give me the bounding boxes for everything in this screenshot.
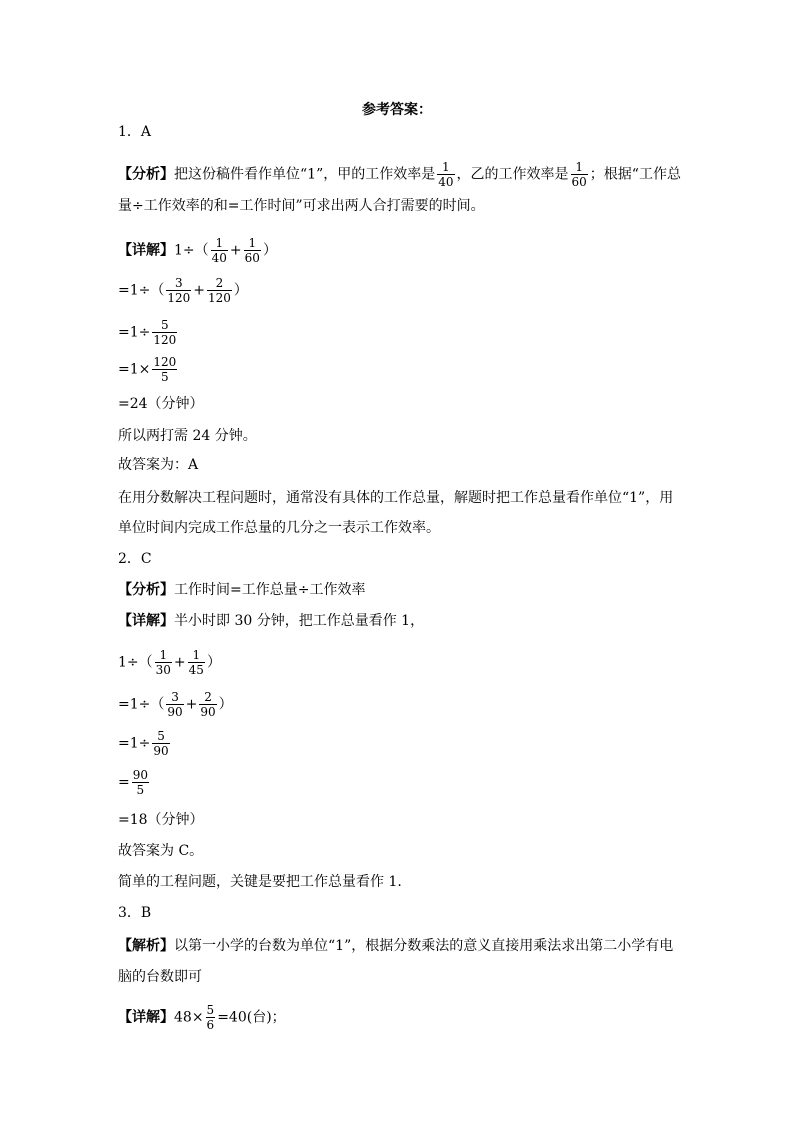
q2-detail-step5: =18（分钟） <box>118 812 204 828</box>
fraction: $\frac{1}{60}$ <box>571 160 587 189</box>
q2-analysis: 【分析】工作时间=工作总量÷工作效率 <box>118 582 366 598</box>
analysis-text: ，乙的工作效率是 <box>456 166 569 183</box>
q1-detail-step5: =24（分钟） <box>118 396 204 412</box>
analysis-tag: 【分析】 <box>118 582 174 598</box>
q2-detail-step2: =1÷（ $\frac{3}{90}$ + $\frac{2}{90}$ ） <box>118 690 233 719</box>
analysis-tag: 【解析】 <box>118 938 174 954</box>
detail-tag: 【详解】 <box>118 1009 174 1026</box>
fraction: $\frac{1}{45}$ <box>188 648 204 677</box>
fraction: $\frac{2}{120}$ <box>208 276 231 305</box>
q1-conclusion: 所以两打需 24 分钟。 <box>118 428 257 444</box>
fraction: $\frac{90}{5}$ <box>132 768 149 797</box>
q1-analysis <box>118 160 681 189</box>
fraction: $\frac{3}{90}$ <box>167 690 183 719</box>
fraction: $\frac{5}{90}$ <box>153 729 169 758</box>
q3-analysis-line2: 脑的台数即可 <box>118 969 202 985</box>
q2-number: 2．C <box>118 551 152 567</box>
fraction: $\frac{120}{5}$ <box>153 355 177 384</box>
q3-analysis: 【解析】以第一小学的台数为单位“1”，根据分数乘法的意义直接用乘法求出第二小学有电 <box>118 938 674 954</box>
page-title: 参考答案： <box>362 102 432 118</box>
fraction: $\frac{1}{40}$ <box>438 160 454 189</box>
q2-detail: 【详解】半小时即 30 分钟，把工作总量看作 1， <box>118 613 425 629</box>
fraction: $\frac{5}{6}$ <box>206 1003 215 1032</box>
fraction: $\frac{1}{40}$ <box>211 236 227 265</box>
q3-number: 3．B <box>118 905 152 921</box>
q1-analysis-line2: 量÷工作效率的和=工作时间”可求出两人合打需要的时间。 <box>118 198 485 214</box>
detail-tag: 【详解】 <box>118 613 174 629</box>
q1-detail-step1: 【详解】1÷（ $\frac{1}{40}$ + $\frac{1}{60}$ ） <box>118 236 277 265</box>
fraction: $\frac{1}{60}$ <box>244 236 260 265</box>
fraction: $\frac{5}{120}$ <box>153 318 177 347</box>
analysis-text: ；根据“工作总 <box>589 166 681 183</box>
q2-detail-step4: = $\frac{90}{5}$ <box>118 768 149 797</box>
fraction: $\frac{3}{120}$ <box>167 276 191 305</box>
q2-note: 简单的工程问题，关键是要把工作总量看作 1. <box>118 874 402 890</box>
fraction: $\frac{1}{30}$ <box>155 648 171 677</box>
q1-answer: 故答案为：A <box>118 457 199 473</box>
q2-detail-step3: =1÷ $\frac{5}{90}$ <box>118 729 169 758</box>
analysis-text: 把这份稿件看作单位“1”，甲的工作效率是 <box>174 166 436 183</box>
q2-answer: 故答案为 C。 <box>118 843 204 859</box>
fraction: $\frac{2}{90}$ <box>200 690 216 719</box>
q1-number: 1．A <box>118 124 152 140</box>
q1-detail-step4: =1× $\frac{120}{5}$ <box>118 355 177 384</box>
q1-note-line1: 在用分数解决工程问题时，通常没有具体的工作总量，解题时把工作总量看作单位“1”，用 <box>118 490 674 506</box>
analysis-tag: 【分析】 <box>118 166 174 183</box>
q1-detail-step3: =1÷ $\frac{5}{120}$ <box>118 318 177 347</box>
q1-note-line2: 单位时间内完成工作总量的几分之一表示工作效率。 <box>118 520 440 536</box>
q1-detail-step2: =1÷（ $\frac{3}{120}$ + $\frac{2}{120}$ ） <box>118 276 248 305</box>
q3-detail: 【详解】48× $\frac{5}{6}$ =40(台)； <box>118 1003 286 1032</box>
detail-tag: 【详解】 <box>118 242 174 259</box>
q2-detail-step1: 1÷（ $\frac{1}{30}$ + $\frac{1}{45}$ ） <box>118 648 221 677</box>
